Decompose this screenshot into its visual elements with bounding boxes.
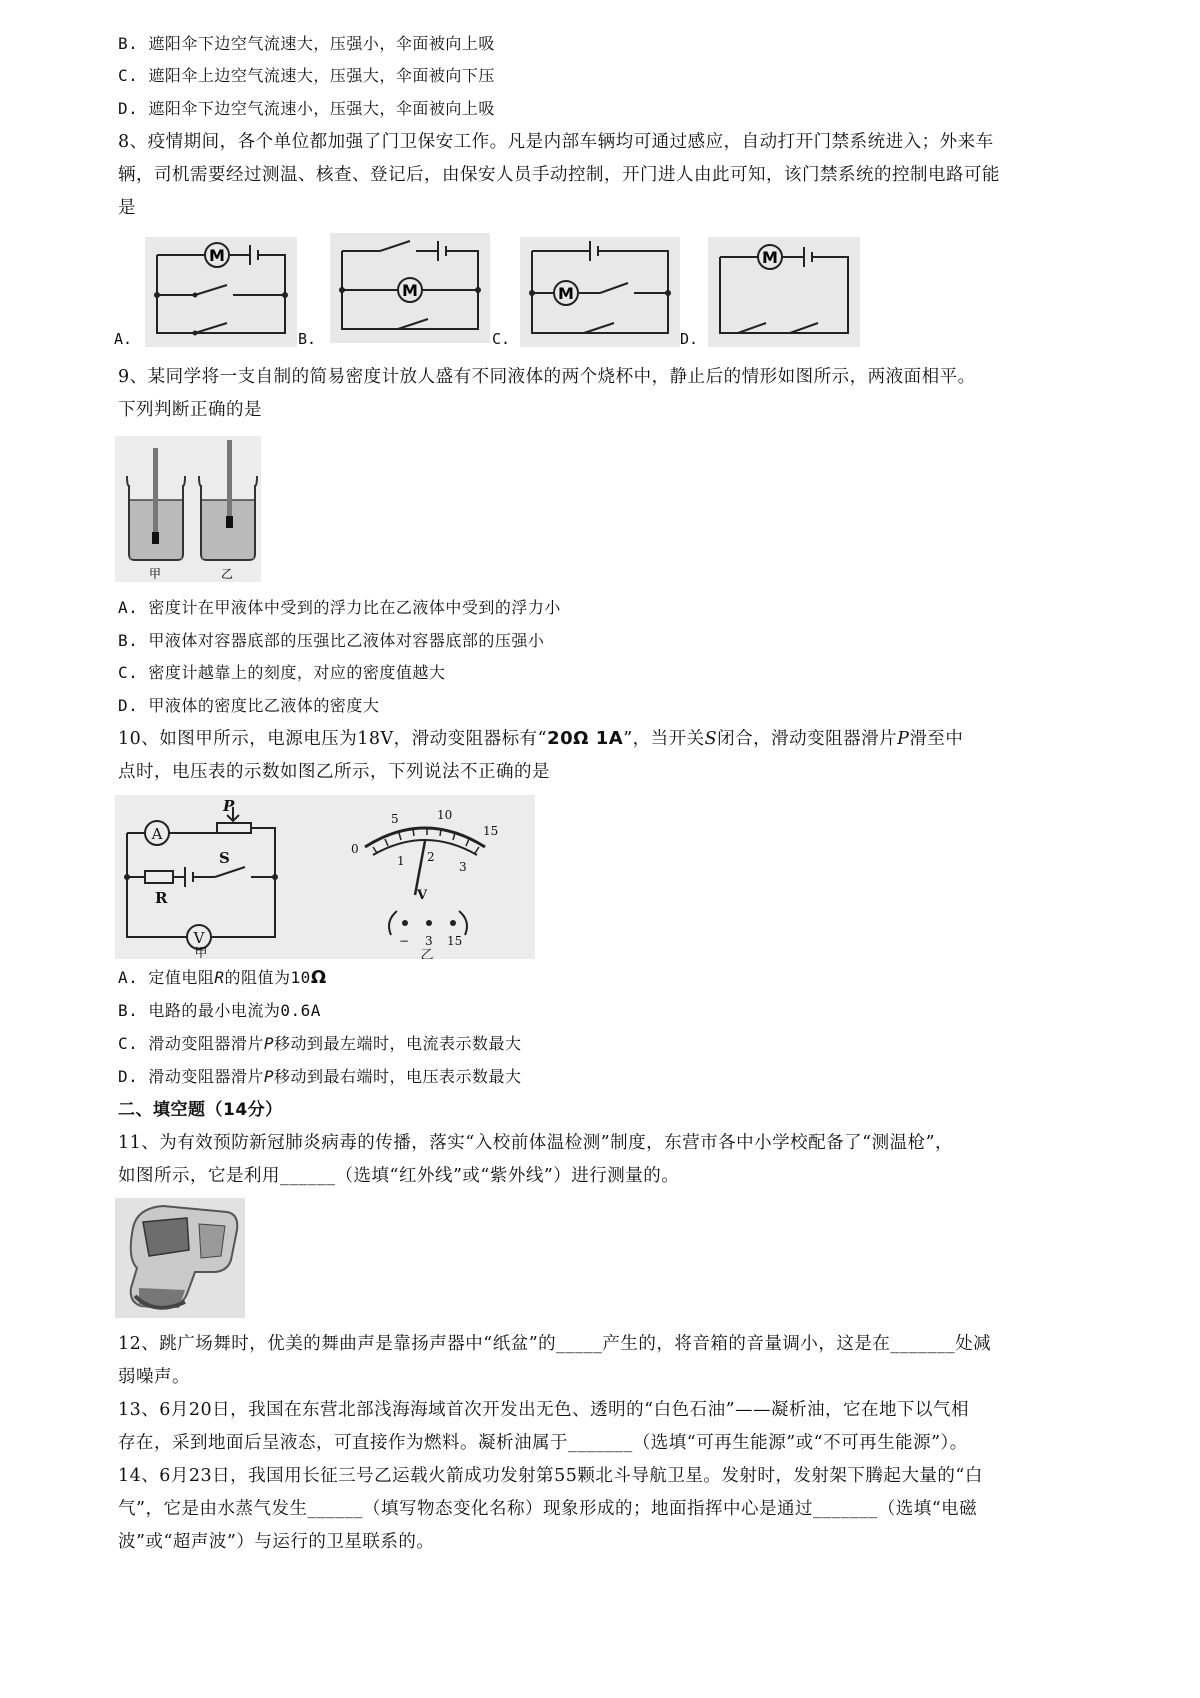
q9-text-line1: 9、某同学将一支自制的简易密度计放人盛有不同液体的两个烧杯中，静止后的情形如图所示，两液面相平。 (118, 367, 976, 387)
meter-caption: 乙 (420, 948, 434, 959)
q13-text-line1: 13、6月20日，我国在东营北部浅海海域首次开发出无色、透明的“白色石油”——凝析油，它在地下以气相 (118, 1400, 970, 1420)
q10-option-d (118, 1065, 522, 1089)
q13-text-line2: 存在，采到地面后呈液态，可直接作为燃料。凝析油属于_______（选填“可再生能源”或“不可再生能源”）。 (118, 1433, 968, 1453)
q14-text-line1: 14、6月23日，我国用长征三号乙运载火箭成功发射第55颗北斗导航卫星。发射时，发射架下腾起大量的“白 (118, 1466, 983, 1486)
q10-option-d-text: D. 滑动变阻器滑片 (118, 1067, 264, 1086)
q12-text-line2: 弱噪声。 (118, 1367, 190, 1387)
meter-inner-3: 3 (459, 860, 467, 874)
terminal-15: 15 (447, 934, 463, 948)
motor-symbol: M (762, 248, 778, 267)
q8-text-line1: 8、疫情期间，各个单位都加强了门卫保安工作。凡是内部车辆均可通过感应，自动打开门禁系统进入；外来车 (118, 132, 994, 152)
voltmeter-symbol: V (193, 929, 205, 947)
q10-text-b: ”，当开关 (623, 729, 705, 749)
q8-label-b: B. (298, 330, 317, 348)
q14-text-line3: 波”或“超声波”）与运行的卫星联系的。 (118, 1532, 435, 1552)
q8-label-c: C. (492, 330, 511, 348)
q10-text-c: 闭合，滑动变阻器滑片 (717, 729, 898, 749)
q8-label-d: D. (680, 330, 699, 348)
meter-tick-0: 0 (351, 842, 359, 856)
q12-text-line1: 12、跳广场舞时，优美的舞曲声是靠扬声器中“纸盆”的_____产生的，将音箱的音量调小，这是在_______处减 (118, 1334, 992, 1354)
meter-tick-5: 5 (391, 812, 399, 826)
q9-option-d: D. 甲液体的密度比乙液体的密度大 (118, 696, 380, 715)
q10-option-a-var: R (214, 968, 225, 987)
q10-text-d: 滑至中 (909, 729, 964, 749)
q9-option-b: B. 甲液体对容器底部的压强比乙液体对容器底部的压强小 (118, 631, 545, 650)
motor-symbol: M (209, 246, 225, 265)
q10-option-a (118, 966, 327, 990)
slider-label: P (223, 797, 235, 815)
q10-option-a-text2: 的阻值为10 (224, 968, 311, 987)
resistor-label: R (155, 889, 168, 907)
q8-text-line3: 是 (118, 198, 136, 218)
q10-text-a: 10、如图甲所示，电源电压为18V，滑动变阻器标有“ (118, 729, 548, 749)
meter-tick-10: 10 (437, 808, 453, 822)
section-title: 二、填空题（14分） (118, 1100, 283, 1120)
q10-option-c-var: P (263, 1034, 275, 1053)
q10-rating: 20Ω 1A (547, 728, 624, 749)
q8-circuit-c (520, 237, 680, 347)
terminal-minus: − (399, 934, 410, 948)
motor-symbol: M (402, 281, 418, 300)
ammeter-symbol: A (151, 825, 163, 843)
q10-figure (115, 795, 535, 959)
q10-option-d-text2: 移动到最右端时，电压表示数最大 (274, 1067, 522, 1086)
q10-option-a-unit: Ω (310, 967, 327, 988)
q10-option-c (118, 1032, 522, 1056)
q10-text-line1 (118, 727, 963, 751)
q8-text-line2: 辆，司机需要经过测温、核查、登记后，由保安人员手动控制，开门进人由此可知，该门禁系统的控制电路可能 (118, 165, 1000, 185)
q9-option-c: C. 密度计越靠上的刻度，对应的密度值越大 (118, 663, 446, 682)
q10-option-a-text: A. 定值电阻 (118, 968, 215, 987)
meter-inner-1: 1 (397, 854, 405, 868)
q11-text-line2: 如图所示，它是利用______（选填“红外线”或“紫外线”）进行测量的。 (118, 1166, 680, 1186)
q8-circuit-d (708, 237, 860, 347)
q9-option-a: A. 密度计在甲液体中受到的浮力比在乙液体中受到的浮力小 (118, 598, 561, 617)
q10-switch-var: S (704, 729, 718, 749)
meter-inner-2: 2 (427, 850, 435, 864)
q11-text-line1: 11、为有效预防新冠肺炎病毒的传播，落实“入校前体温检测”制度，东营市各中小学校配备了“测温枪”， (118, 1133, 954, 1153)
meter-tick-15: 15 (483, 824, 499, 838)
q9-text-line2: 下列判断正确的是 (118, 400, 262, 420)
meter-symbol: V (417, 888, 428, 903)
q7-option-d: D. 遮阳伞下边空气流速小，压强大，伞面被向上吸 (118, 99, 495, 118)
q7-option-c: C. 遮阳伞上边空气流速大，压强大，伞面被向下压 (118, 66, 495, 85)
q8-label-a: A. (114, 330, 133, 348)
q10-option-b: B. 电路的最小电流为0.6A (118, 1001, 321, 1020)
q10-option-c-text: C. 滑动变阻器滑片 (118, 1034, 264, 1053)
q14-text-line2: 气”，它是由水蒸气发生______（填写物态变化名称）现象形成的；地面指挥中心是通过_______（选填“电磁 (118, 1499, 978, 1519)
q11-thermometer-gun-photo (115, 1198, 245, 1318)
circuit-caption: 甲 (194, 946, 208, 959)
q9-beakers-figure (115, 436, 261, 582)
q10-option-d-var: P (263, 1067, 275, 1086)
terminal-3: 3 (425, 934, 433, 948)
beaker-label-jia: 甲 (148, 567, 162, 581)
motor-symbol: M (558, 284, 574, 303)
q10-option-c-text2: 移动到最左端时，电流表示数最大 (274, 1034, 522, 1053)
q7-option-b: B. 遮阳伞下边空气流速大，压强小，伞面被向上吸 (118, 34, 495, 53)
q8-circuit-b (330, 233, 490, 343)
q10-text-line2: 点时，电压表的示数如图乙所示，下列说法不正确的是 (118, 762, 550, 782)
switch-label: S (219, 849, 230, 867)
q10-slider-var: P (897, 729, 910, 749)
q8-circuit-a (145, 237, 297, 347)
beaker-label-yi: 乙 (220, 567, 234, 581)
